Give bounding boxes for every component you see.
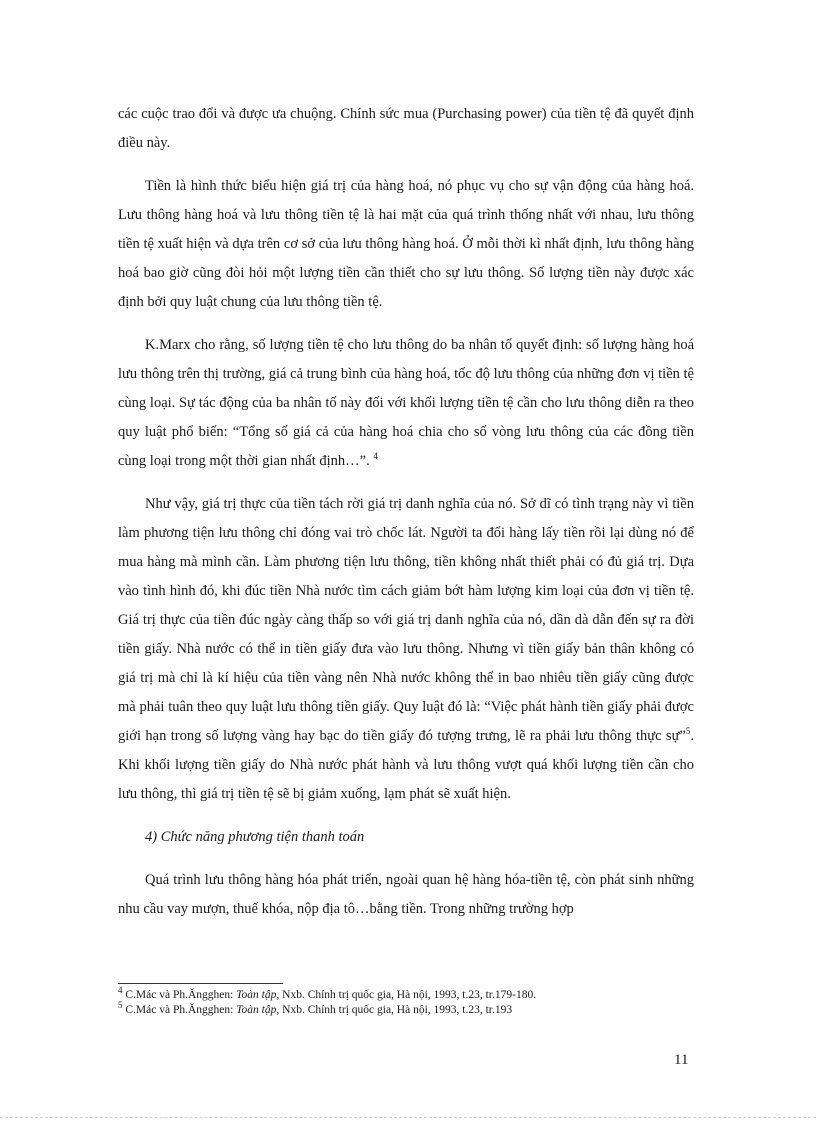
page-number: 11 — [674, 1052, 689, 1068]
footnote-title: Toàn tập, — [236, 989, 280, 1001]
footnote-source: Nxb. Chính trị quốc gia, Hà nội, 1993, t.23, tr.193 — [279, 1004, 513, 1016]
paragraph-1: các cuộc trao đổi và được ưa chuộng. Chính sức mua (Purchasing power) của tiền tệ đã quyết định điều này. — [118, 106, 694, 151]
footnote-mark: 4 — [118, 985, 123, 996]
footnotes — [118, 985, 694, 1018]
footnote-author: C.Mác và Ph.Ăngghen: — [122, 1004, 237, 1016]
paragraph-5: Quá trình lưu thông hàng hóa phát triển, ngoài quan hệ hàng hóa-tiền tệ, còn phát sinh những nhu cầu vay mượn, thuế khóa, nộp địa tô…bằng tiền. Trong những trường hợp — [118, 872, 694, 917]
page-bottom-border — [0, 1117, 816, 1118]
footnote-source: Nxb. Chính trị quốc gia, Hà nội, 1993, t.23, tr.179-180. — [279, 989, 537, 1001]
footnote-mark: 5 — [118, 1000, 123, 1011]
paragraph-3 — [118, 331, 694, 476]
footnote-ref-4[interactable]: 4 — [373, 451, 378, 462]
section-heading: 4) Chức năng phương tiện thanh toán — [145, 829, 365, 845]
footnote-title: Toàn tập, — [236, 1004, 280, 1016]
footnote-ref-5[interactable]: 5 — [685, 726, 691, 737]
paragraph-2: Tiền là hình thức biểu hiện giá trị của hàng hoá, nó phục vụ cho sự vận động của hàng hoá. Lưu thông hàng hoá và lưu thông tiền tệ là hai mặt của quá trình thống nhất với nhau, lưu thông tiền tệ xuất hiện và dựa trên cơ sở của lưu thông hàng hoá. Ở mỗi thời kì nhất định, lưu thông hàng hoá bao giờ cũng đòi hỏi một lượng tiền cần thiết cho sự lưu thông. Số lượng tiền này được xác định bởi quy luật chung của lưu thông tiền tệ. — [118, 178, 694, 310]
footnote-divider — [118, 983, 283, 984]
footnote-author: C.Mác và Ph.Ăngghen: — [122, 989, 237, 1001]
paragraph-4-text: Như vậy, giá trị thực của tiền tách rời giá trị danh nghĩa của nó. Sở dĩ có tình trạng này vì tiền làm phương tiện lưu thông chỉ đóng vai trò chốc lát. Người ta đổi hàng lấy tiền rồi lại dùng nó để mua hàng mà mình cần. Làm phương tiện lưu thông, tiền không nhất thiết phải có đủ giá trị. Dựa vào tình hình đó, khi đúc tiền Nhà nước tìm cách giảm bớt hàm lượng kim loại của đơn vị tiền tệ. Giá trị thực của tiền đúc ngày càng thấp so với giá trị danh nghĩa của nó, dần dà dẫn đến sự ra đời tiền giấy. Nhà nước có thể in tiền giấy đưa vào lưu thông. Nhưng vì tiền giấy bản thân không có giá trị mà chỉ là kí hiệu của tiền vàng nên Nhà nước không thể in bao nhiêu tiền giấy cũng được mà phải tuân theo quy luật lưu thông tiền giấy. Quy luật đó là: “Việc phát hành tiền giấy phải được giới hạn trong số lượng vàng hay bạc do tiền giấy đó tượng trưng, lẽ ra phải lưu thông thực sự” — [118, 496, 694, 744]
footnote-5 — [118, 1000, 694, 1018]
body-text — [118, 100, 694, 924]
paragraph-4 — [118, 490, 694, 809]
footnote-4 — [118, 985, 694, 1003]
paragraph-3-text: K.Marx cho rằng, số lượng tiền tệ cho lưu thông do ba nhân tố quyết định: số lượng hàng hoá lưu thông trên thị trường, giá cả trung bình của hàng hoá, tốc độ lưu thông của những đơn vị tiền tệ cùng loại. Sự tác động của ba nhân tố này đối với khối lượng tiền tệ cần cho lưu thông diễn ra theo quy luật phổ biến: “Tổng số giá cả của hàng hoá chia cho số vòng lưu thông của các đồng tiền cùng loại trong một thời gian nhất định…”. — [118, 337, 694, 469]
paragraph-4-continued: . Khi khối lượng tiền giấy do Nhà nước phát hành và lưu thông vượt quá khối lượng tiền cần cho lưu thông, thì giá trị tiền tệ sẽ bị giảm xuống, lạm phát sẽ xuất hiện. — [118, 728, 694, 802]
